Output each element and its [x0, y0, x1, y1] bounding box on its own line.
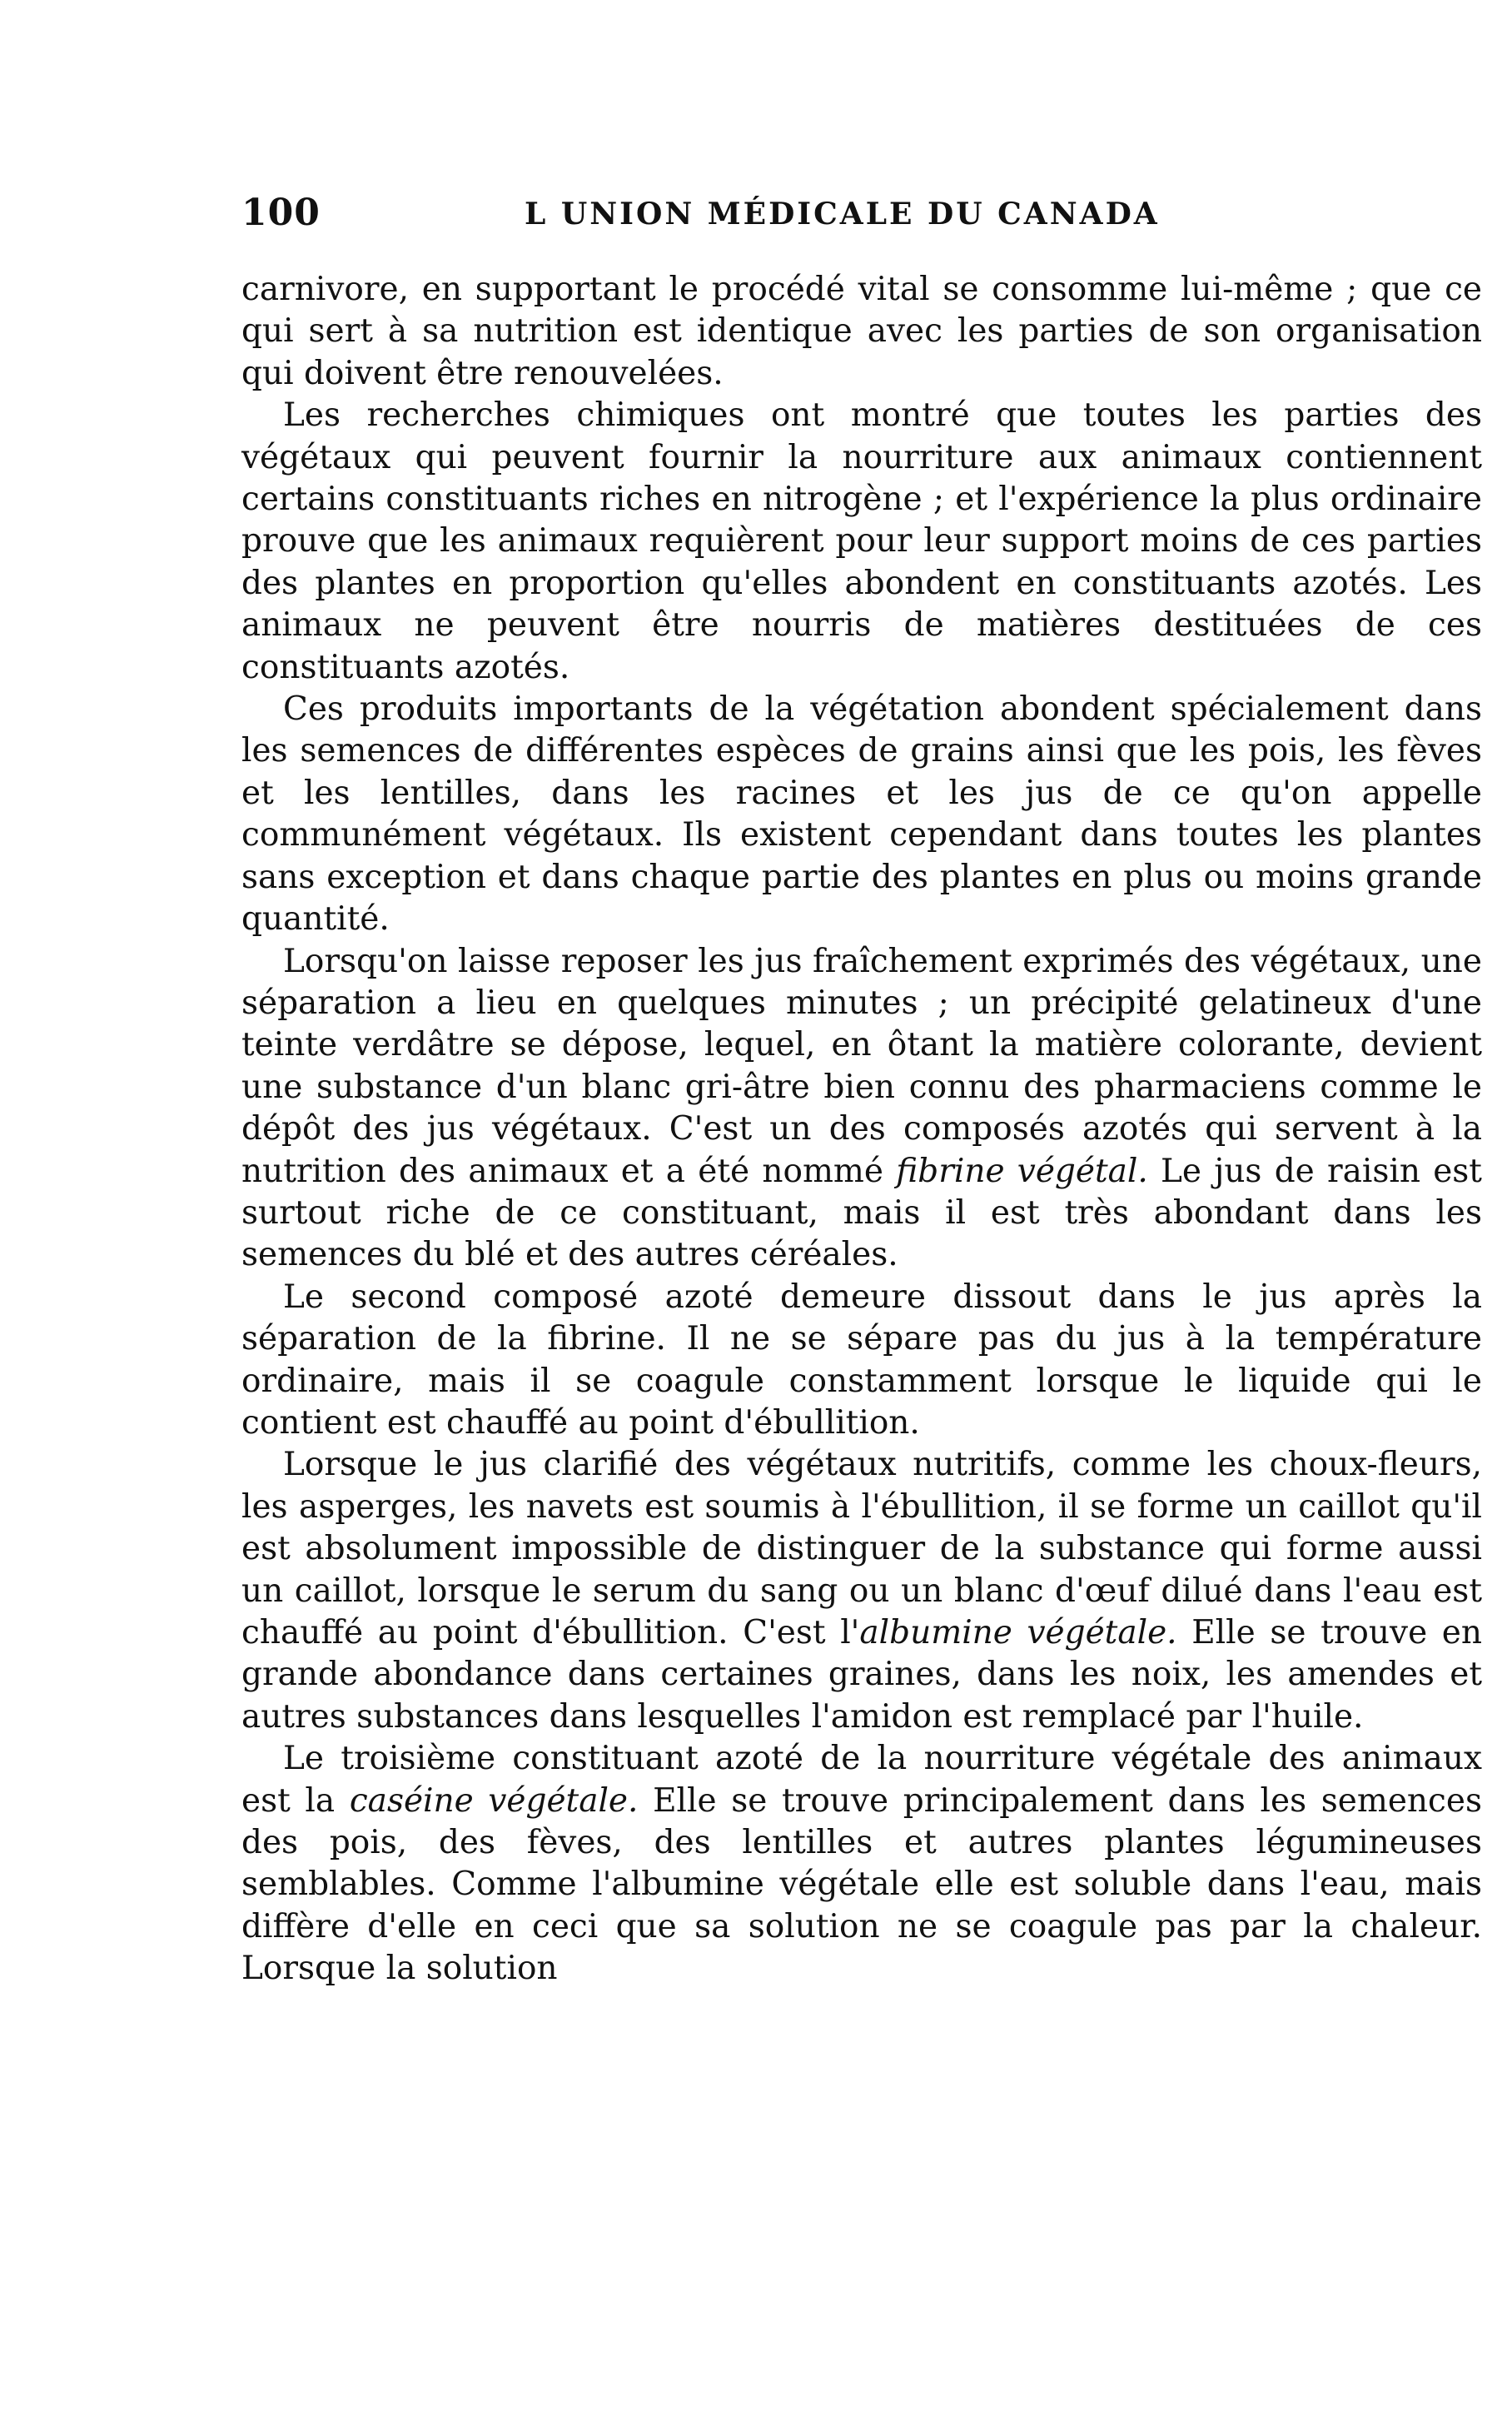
- italic-term: caséine végétale.: [349, 1781, 639, 1820]
- paragraph: [241, 941, 1482, 1277]
- paragraph: [241, 689, 1482, 940]
- paragraph-text: carnivore, en supportant le procédé vital se consomme lui-même ; que ce qui sert à sa nutrition est identique avec les parties de son organisation qui doivent être renouvelées.: [241, 271, 1482, 392]
- paragraph-text: Le second composé azoté demeure dissout dans le jus après la séparation de la fibrine. Il ne se sépare pas du jus à la température ordinaire, mais il se coagule constamment lorsque le liquide qui le contient est chauffé au point d'ébullition.: [241, 1278, 1482, 1442]
- paragraph-text: Le troisième constituant azoté de la nourriture végétale des animaux est la: [241, 1740, 1482, 1820]
- paragraph-text: Lorsqu'on laisse reposer les jus fraîchement exprimés des végétaux, une séparation a lieu en quelques minutes ; un précipité gelatineux d'une teinte verdâtre se dépose, lequel, en ôtant la matière colorante, devient une substance d'un blanc gri-âtre bien connu des pharmaciens comme le dépôt des jus végétaux. C'est un des composés azotés qui servent à la nutrition des animaux et a été nommé: [241, 942, 1482, 1190]
- running-title: L UNION MÉDICALE DU CANADA: [525, 197, 1160, 232]
- paragraph-text: Elle se trouve principalement dans les semences des pois, des fèves, des lentilles et autres plantes légumineuses semblables. Comme l'albumine végétale elle est soluble dans l'eau, mais diffère d'elle en ceci que sa solution ne se coagule pas par la chaleur. Lorsque la solution: [241, 1781, 1482, 1988]
- paragraph-text: Les recherches chimiques ont montré que toutes les parties des végétaux qui peuvent fournir la nourriture aux animaux contiennent certains constituants riches en nitrogène ; et l'expérience la plus ordinaire prouve que les animaux requièrent pour leur support moins de ces parties des plantes en proportion qu'elles abondent en constituants azotés. Les animaux ne peuvent être nourris de matières destituées de ces constituants azotés.: [241, 396, 1482, 686]
- paragraph: [241, 1444, 1482, 1738]
- page-header: [241, 192, 1482, 242]
- paragraph-text: Lorsque le jus clarifié des végétaux nutritifs, comme les choux-fleurs, les asperges, les navets est soumis à l'ébullition, il se forme un caillot qu'il est absolument impossible de distinguer de la substance qui forme aussi un caillot, lorsque le serum du sang ou un blanc d'œuf dilué dans l'eau est chauffé au point d'ébullition. C'est l': [241, 1446, 1482, 1651]
- paragraph-text: Ces produits importants de la végétation abondent spécialement dans les semences de différentes espèces de grains ainsi que les pois, les fèves et les lentilles, dans les racines et les jus de ce qu'on appelle communément végétaux. Ils existent cependant dans toutes les plantes sans exception et dans chaque partie des plantes en plus ou moins grande quantité.: [241, 690, 1482, 939]
- italic-term: fibrine végétal.: [896, 1152, 1148, 1190]
- paragraph: [241, 1277, 1482, 1445]
- paragraph: [241, 1738, 1482, 1990]
- paragraph-text: Le jus de raisin est surtout riche de ce constituant, mais il est très abondant dans les semences du blé et des autres céréales.: [241, 1152, 1482, 1274]
- paragraph: [241, 269, 1482, 395]
- page-number: 100: [241, 192, 321, 234]
- italic-term: albumine végétale.: [859, 1614, 1177, 1651]
- paragraph: [241, 395, 1482, 689]
- paragraph-text: Elle se trouve en grande abondance dans certaines graines, dans les noix, les amendes et autres substances dans lesquelles l'amidon est remplacé par l'huile.: [241, 1614, 1482, 1736]
- body-text: [241, 269, 1482, 1990]
